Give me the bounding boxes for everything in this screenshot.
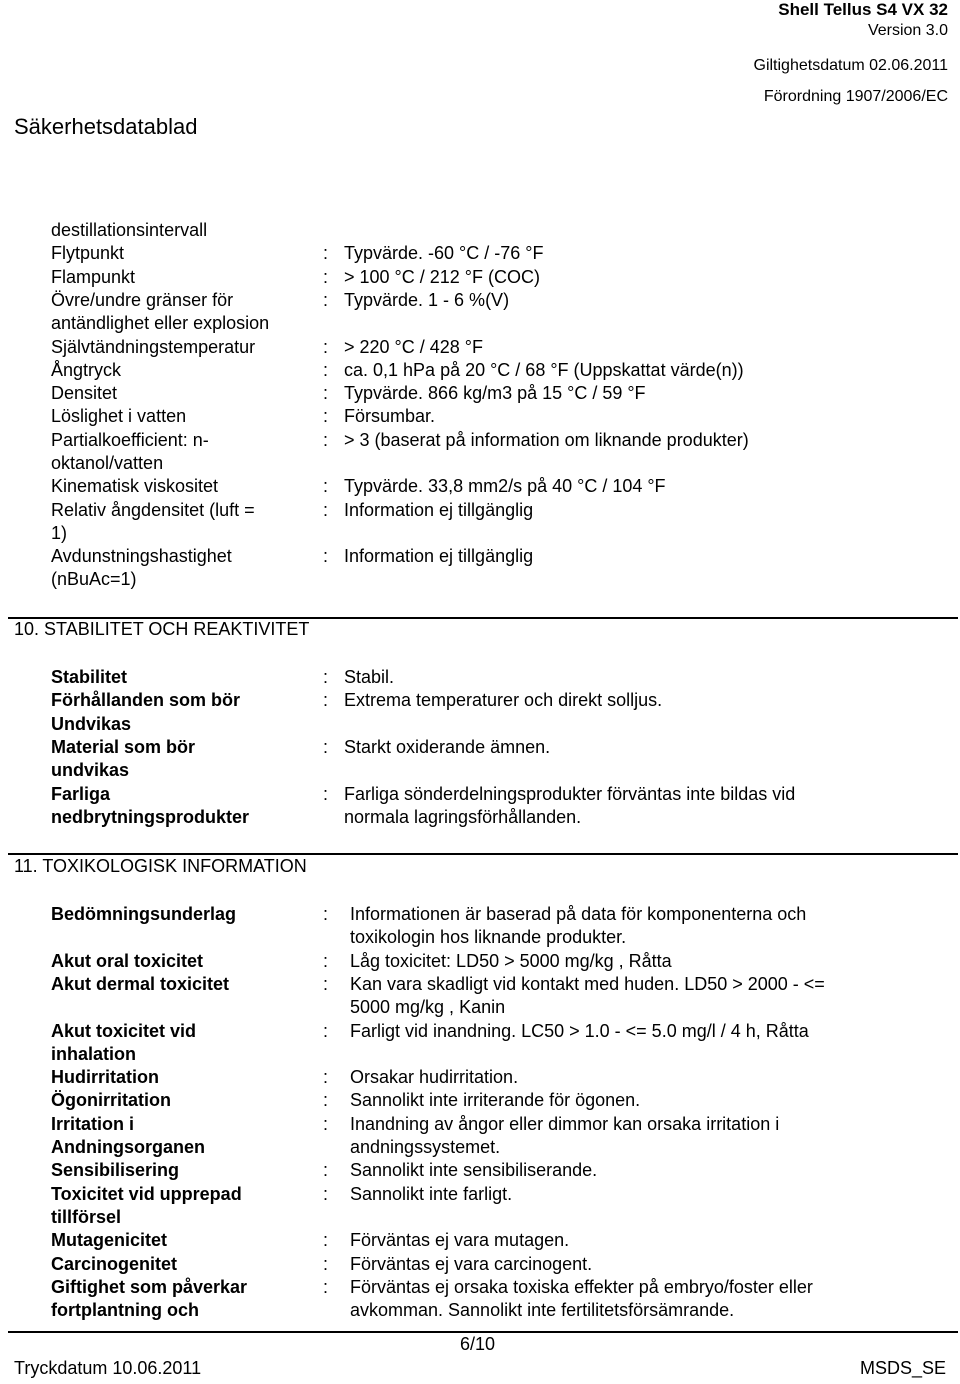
row-separator: : — [323, 1183, 329, 1204]
row-value: Orsakar hudirritation. — [350, 1067, 519, 1088]
row-value: Låg toxicitet: LD50 > 5000 mg/kg , Råtta — [350, 950, 672, 971]
row-separator: : — [323, 1253, 329, 1274]
row-value: ca. 0,1 hPa på 20 °C / 68 °F (Uppskattat värde(n)) — [344, 359, 744, 380]
table-row — [0, 499, 960, 546]
row-label: Material som bör undvikas — [51, 736, 196, 781]
table-row — [0, 689, 960, 736]
row-separator: : — [323, 1160, 329, 1181]
row-label: destillationsintervall — [51, 220, 208, 240]
row-value: > 3 (baserat på information om liknande produkter) — [344, 429, 749, 450]
row-label: Avdunstningshastighet (nBuAc=1) — [51, 546, 232, 590]
row-separator: : — [323, 546, 329, 567]
section-11-title: 11. TOXIKOLOGISK INFORMATION — [14, 856, 307, 876]
table-row — [0, 666, 960, 689]
row-label: Densitet — [51, 383, 118, 404]
row-label: Relativ ångdensitet (luft = 1) — [51, 499, 255, 543]
row-separator: : — [323, 499, 329, 520]
row-label: Hudirritation — [51, 1067, 159, 1088]
table-row — [0, 973, 960, 1020]
row-label: Flytpunkt — [51, 243, 125, 264]
row-label: Stabilitet — [51, 667, 128, 687]
row-value: Stabil. — [344, 667, 395, 687]
row-value: Farliga sönderdelningsprodukter förväntas inte bildas vid normala lagringsförhållanden. — [344, 783, 796, 827]
table-row — [0, 903, 960, 950]
row-label: Irritation i Andningsorganen — [51, 1113, 205, 1157]
table-row — [0, 1159, 960, 1182]
footer-divider — [8, 1331, 958, 1333]
row-separator: : — [323, 1067, 329, 1088]
table-row — [0, 266, 960, 289]
row-value: Förväntas ej vara mutagen. — [350, 1230, 570, 1251]
row-label: Flampunkt — [51, 266, 136, 287]
row-value: Extrema temperaturer och direkt solljus. — [344, 690, 663, 711]
row-value: > 100 °C / 212 °F (COC) — [344, 266, 540, 287]
row-value: Information ej tillgänglig — [344, 546, 534, 567]
row-label: Förhållanden som bör Undvikas — [51, 690, 241, 734]
table-row — [0, 219, 960, 242]
row-value: Förväntas ej orsaka toxiska effekter på embryo/foster eller avkomman. Sannolikt inte fertilitetsförsämrande. — [350, 1276, 813, 1321]
row-label: Bedömningsunderlag — [51, 904, 237, 924]
table-row — [0, 336, 960, 359]
row-label: Ångtryck — [51, 359, 122, 380]
row-label: Giftighet som påverkar fortplantning och — [51, 1276, 248, 1321]
row-separator: : — [323, 1276, 329, 1297]
table-row — [0, 382, 960, 405]
row-value: Sannolikt inte farligt. — [350, 1183, 513, 1204]
row-value: Typvärde. 866 kg/m3 på 15 °C / 59 °F — [344, 383, 646, 404]
table-row — [0, 1183, 960, 1230]
row-separator: : — [323, 1090, 329, 1111]
row-separator: : — [323, 266, 329, 287]
row-label: Carcinogenitet — [51, 1253, 178, 1274]
row-label: Självtändningstemperatur — [51, 336, 256, 357]
row-value: Typvärde. 1 - 6 %(V) — [344, 289, 510, 310]
row-separator: : — [323, 667, 329, 687]
row-value: Försumbar. — [344, 406, 436, 427]
version-label: Version 3.0 — [867, 22, 948, 39]
row-value: Sannolikt inte irriterande för ögonen. — [350, 1090, 641, 1111]
row-label: Akut toxicitet vid inhalation — [51, 1020, 197, 1064]
row-separator: : — [323, 476, 329, 497]
row-label: Övre/undre gränser för antändlighet eller explosion — [51, 289, 270, 334]
table-row — [0, 1113, 960, 1160]
section-divider — [8, 853, 958, 855]
row-value: Farligt vid inandning. LC50 > 1.0 - <= 5.0 mg/l / 4 h, Råtta — [350, 1020, 809, 1041]
row-value: Information ej tillgänglig — [344, 499, 534, 520]
row-separator: : — [323, 383, 329, 404]
table-row — [0, 405, 960, 428]
table-row — [0, 783, 960, 830]
product-name: Shell Tellus S4 VX 32 — [778, 0, 948, 19]
row-separator: : — [323, 950, 329, 971]
row-separator: : — [323, 783, 329, 804]
row-value: Starkt oxiderande ämnen. — [344, 736, 551, 757]
page-number: 6/10 — [460, 1334, 496, 1354]
row-separator: : — [323, 429, 329, 450]
validity-date: Giltighetsdatum 02.06.2011 — [753, 57, 948, 74]
row-separator: : — [323, 406, 329, 427]
table-row — [0, 1276, 960, 1323]
row-separator: : — [323, 359, 329, 380]
table-row — [0, 475, 960, 498]
row-label: Akut dermal toxicitet — [51, 973, 230, 994]
row-value: Typvärde. 33,8 mm2/s på 40 °C / 104 °F — [344, 476, 666, 497]
table-row — [0, 1089, 960, 1112]
row-label: Kinematisk viskositet — [51, 476, 219, 497]
row-value: Förväntas ej vara carcinogent. — [350, 1253, 593, 1274]
section-10-title: 10. STABILITET OCH REAKTIVITET — [14, 619, 310, 639]
row-value: > 220 °C / 428 °F — [344, 336, 483, 357]
row-separator: : — [323, 904, 329, 924]
row-label: Farliga nedbrytningsprodukter — [51, 783, 250, 827]
row-value: Kan vara skadligt vid kontakt med huden. LD50 > 2000 - <= 5000 mg/kg , Kanin — [350, 973, 825, 1018]
table-row — [0, 1229, 960, 1252]
row-label: Löslighet i vatten — [51, 406, 187, 427]
row-label: Partialkoefficient: n- oktanol/vatten — [51, 429, 209, 473]
row-separator: : — [323, 1113, 329, 1134]
row-separator: : — [323, 736, 329, 757]
table-row — [0, 545, 960, 592]
row-value: Typvärde. -60 °C / -76 °F — [344, 243, 544, 264]
table-row — [0, 950, 960, 973]
table-row — [0, 736, 960, 783]
table-row — [0, 429, 960, 476]
table-row — [0, 1020, 960, 1067]
document-id: MSDS_SE — [859, 1358, 946, 1378]
row-separator: : — [323, 289, 329, 310]
row-separator: : — [323, 973, 329, 994]
row-separator: : — [323, 336, 329, 357]
table-row — [0, 242, 960, 265]
row-label: Akut oral toxicitet — [51, 950, 204, 971]
row-value: Inandning av ångor eller dimmor kan orsaka irritation i andningssystemet. — [350, 1113, 780, 1157]
row-separator: : — [323, 1230, 329, 1251]
row-label: Sensibilisering — [51, 1160, 180, 1181]
print-date: Tryckdatum 10.06.2011 — [14, 1358, 202, 1378]
table-row — [0, 1066, 960, 1089]
row-label: Toxicitet vid upprepad tillförsel — [51, 1183, 242, 1227]
row-separator: : — [323, 243, 329, 264]
table-row — [0, 289, 960, 336]
row-value: Sannolikt inte sensibiliserande. — [350, 1160, 598, 1181]
table-row — [0, 1253, 960, 1276]
regulation-label: Förordning 1907/2006/EC — [763, 88, 948, 105]
document-title: Säkerhetsdatablad — [14, 114, 198, 139]
row-separator: : — [323, 690, 329, 711]
row-label: Mutagenicitet — [51, 1230, 168, 1251]
table-row — [0, 359, 960, 382]
row-label: Ögonirritation — [51, 1090, 171, 1111]
row-value: Informationen är baserad på data för komponenterna och toxikologin hos liknande produkter. — [350, 904, 807, 948]
row-separator: : — [323, 1020, 329, 1041]
